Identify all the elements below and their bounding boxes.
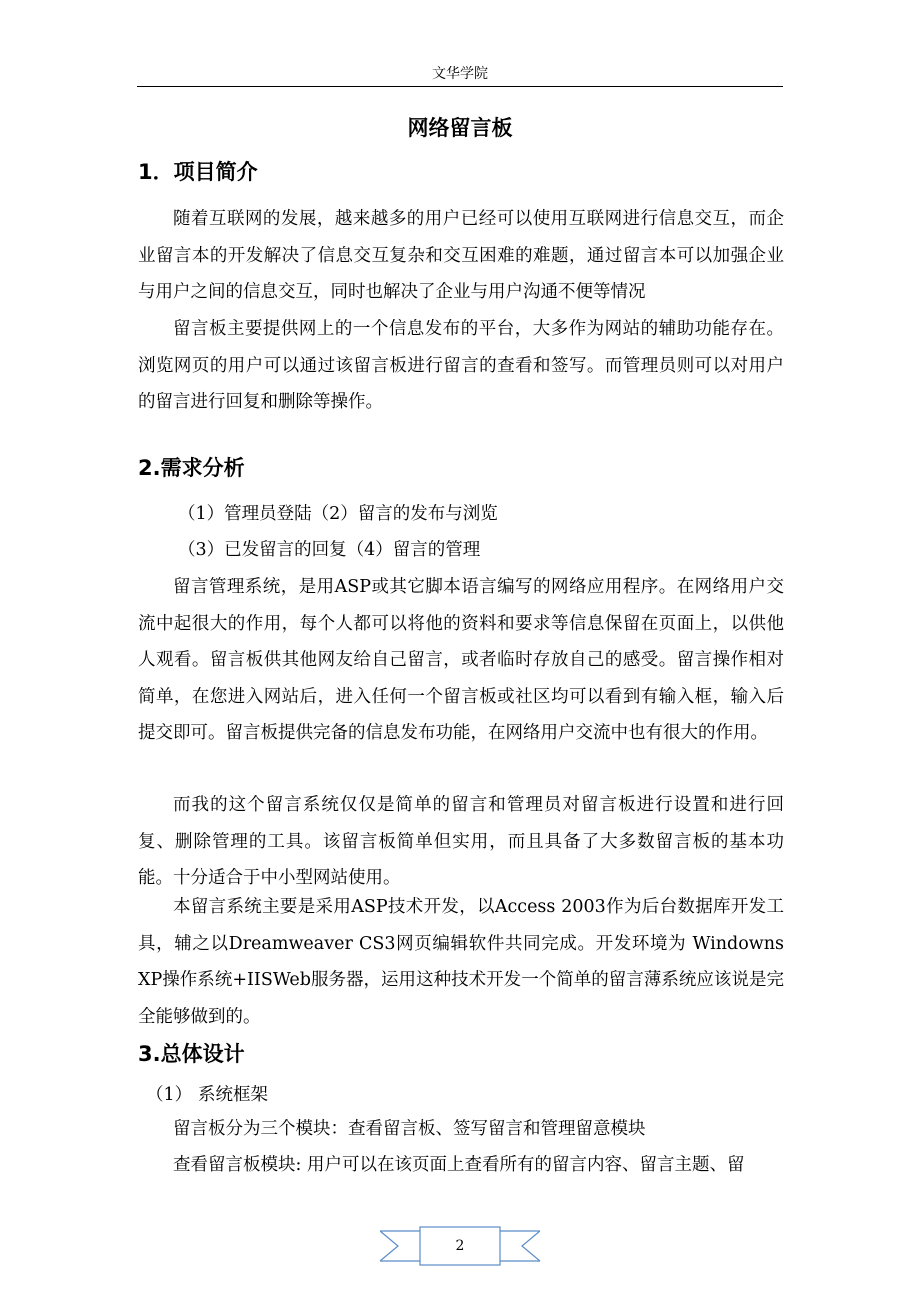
page-number: 2: [455, 1238, 465, 1254]
requirements-line-1: （1）管理员登陆（2）留言的发布与浏览: [178, 504, 498, 524]
section-3-paragraph-2: 查看留言板模块: 用户可以在该页面上查看所有的留言内容、留言主题、留: [173, 1155, 745, 1175]
page-header: 文华学院: [432, 66, 488, 82]
section-2-paragraph-2: 而我的这个留言系统仅仅是简单的留言和管理员对留言板进行设置和进行回复、删除管理的工具。该留言板简单但实用，而且具备了大多数留言板的基本功能。十分适合于中小型网站使用。: [138, 795, 784, 888]
section-1-paragraph-2: 留言板主要提供网上的一个信息发布的平台，大多作为网站的辅助功能存在。浏览网页的用户可以通过该留言板进行留言的查看和签写。而管理员则可以对用户的留言进行回复和删除等操作。: [138, 319, 784, 412]
document-title: 网络留言板: [407, 116, 513, 140]
section-1-paragraph-1: 随着互联网的发展，越来越多的用户已经可以使用互联网进行信息交互，而企业留言本的开发解决了信息交互复杂和交互困难的难题，通过留言本可以加强企业与用户之间的信息交互，同时也解决了企业与用户沟通不便等情况: [138, 209, 784, 302]
subsection-heading: 系统框架: [198, 1085, 268, 1105]
section-2-heading: 2.需求分析: [138, 456, 245, 480]
section-2-paragraph-1: 留言管理系统，是用ASP或其它脚本语言编写的网络应用程序。在网络用户交流中起很大的作用，每个人都可以将他的资料和要求等信息保留在页面上，以供他人观看。留言板供其他网友给自己留言，或者临时存放自己的感受。留言操作相对简单，在您进入网站后，进入任何一个留言板或社区均可以看到有输入框，输入后提交即可。留言板提供完备的信息发布功能，在网络用户交流中也有很大的作用。: [138, 577, 784, 743]
section-3-heading: 3.总体设计: [138, 1042, 245, 1066]
section-2-paragraph-3: 本留言系统主要是采用ASP技术开发，以Access 2003作为后台数据库开发工具，辅之以Dreamweaver CS3网页编辑软件共同完成。开发环境为 Windowns XP操作系统+IISWeb服务器，运用这种技术开发一个简单的留言薄系统应该说是完全能够做到的。: [138, 897, 784, 1027]
header-rule: [137, 86, 783, 87]
section-1-heading: 1．项目简介: [138, 160, 258, 184]
subsection-label: （1）: [146, 1085, 193, 1105]
section-3-paragraph-1: 留言板分为三个模块：查看留言板、签写留言和管理留意模块: [173, 1119, 646, 1139]
requirements-line-2: （3）已发留言的回复（4）留言的管理: [178, 540, 481, 560]
